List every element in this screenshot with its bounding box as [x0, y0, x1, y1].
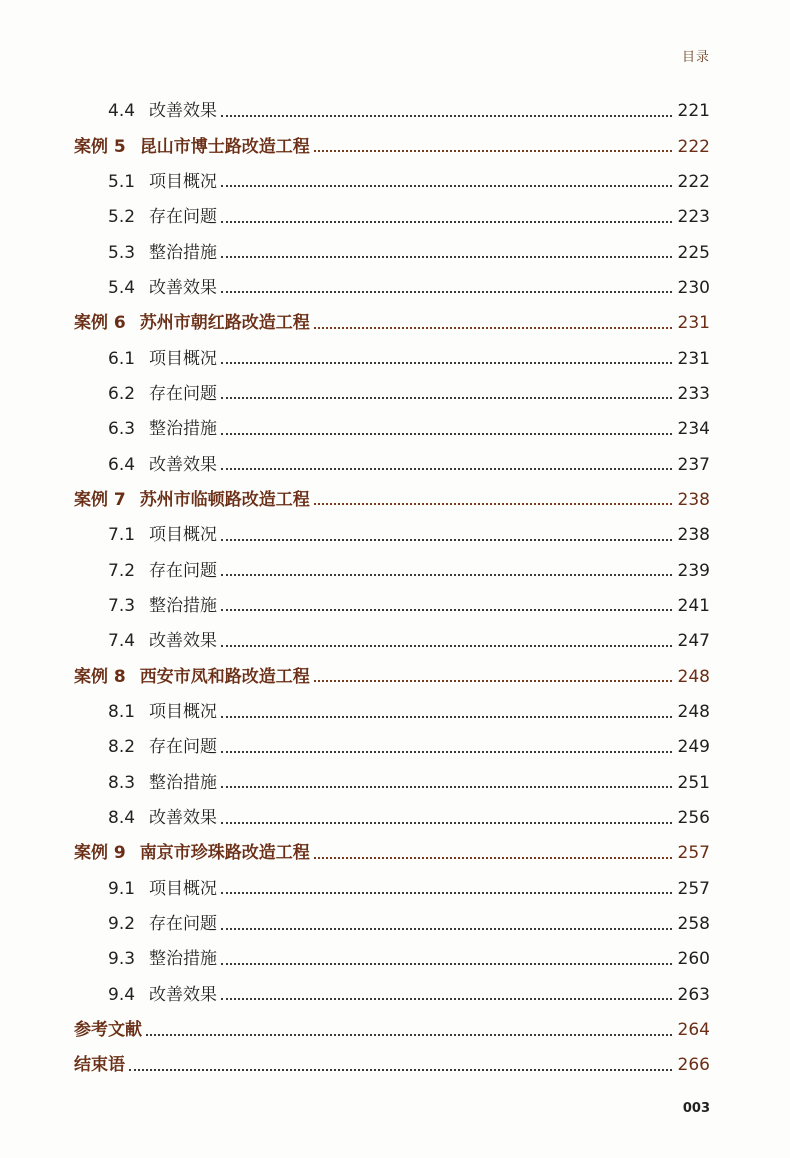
toc-entry-page-number: 231	[677, 348, 710, 369]
dot-leader	[314, 327, 672, 329]
dot-leader	[314, 857, 672, 859]
toc-subsection-entry[interactable]	[74, 978, 710, 1013]
dot-leader	[221, 998, 672, 1000]
toc-entry-title: 改善效果	[149, 101, 218, 122]
toc-entry-number: 6.4	[108, 454, 136, 475]
toc-entry-title: 参考文献	[74, 1020, 142, 1041]
toc-case-entry[interactable]	[74, 660, 710, 695]
toc-entry-number: 7.4	[108, 631, 136, 652]
toc-entry-number: 6.1	[108, 348, 136, 369]
dot-leader	[221, 468, 672, 470]
toc-entry-title: 项目概况	[149, 878, 218, 899]
dot-leader	[221, 574, 672, 576]
dot-leader	[221, 822, 672, 824]
toc-subsection-entry[interactable]	[74, 872, 710, 907]
dot-leader	[221, 115, 672, 117]
toc-entry-number: 6.2	[108, 383, 136, 404]
toc-entry-page-number: 248	[677, 702, 710, 723]
toc-entry-title: 项目概况	[149, 348, 218, 369]
toc-subsection-entry[interactable]	[74, 271, 710, 306]
toc-entry-title: 改善效果	[149, 808, 218, 829]
toc-subsection-entry[interactable]	[74, 695, 710, 730]
toc-entry-page-number: 237	[677, 454, 710, 475]
running-header-title: 目录	[681, 50, 710, 65]
toc-entry-page-number: 241	[677, 595, 710, 616]
toc-entry-page-number: 247	[677, 631, 710, 652]
table-of-contents	[74, 94, 710, 1084]
toc-entry-number: 5.4	[108, 277, 136, 298]
toc-entry-page-number: 248	[677, 666, 710, 687]
dot-leader	[221, 892, 672, 894]
toc-entry-page-number: 263	[677, 984, 710, 1005]
toc-entry-page-number: 221	[677, 101, 710, 122]
toc-entry-number: 7.3	[108, 595, 136, 616]
toc-entry-page-number: 264	[677, 1020, 710, 1041]
toc-subsection-entry[interactable]	[74, 165, 710, 200]
dot-leader	[314, 503, 672, 505]
toc-back-matter-entry[interactable]	[74, 1048, 710, 1083]
toc-subsection-entry[interactable]	[74, 412, 710, 447]
toc-entry-page-number: 266	[677, 1055, 710, 1076]
toc-entry-title: 存在问题	[149, 207, 218, 228]
toc-entry-number: 5.3	[108, 242, 136, 263]
dot-leader	[146, 1034, 672, 1036]
toc-entry-number: 9.4	[108, 984, 136, 1005]
toc-case-entry[interactable]	[74, 483, 710, 518]
toc-entry-number: 8.2	[108, 737, 136, 758]
toc-entry-title: 南京市珍珠路改造工程	[139, 843, 310, 864]
toc-entry-title: 改善效果	[149, 454, 218, 475]
toc-entry-page-number: 222	[677, 171, 710, 192]
dot-leader	[221, 716, 672, 718]
dot-leader	[221, 291, 672, 293]
toc-entry-page-number: 256	[677, 808, 710, 829]
dot-leader	[221, 221, 672, 223]
toc-entry-title: 存在问题	[149, 560, 218, 581]
dot-leader	[314, 150, 672, 152]
toc-entry-title: 项目概况	[149, 702, 218, 723]
toc-case-entry[interactable]	[74, 306, 710, 341]
toc-entry-number: 6.3	[108, 419, 136, 440]
toc-entry-number: 5.1	[108, 171, 136, 192]
toc-subsection-entry[interactable]	[74, 553, 710, 588]
toc-entry-title: 整治措施	[149, 419, 218, 440]
toc-entry-title: 改善效果	[149, 631, 218, 652]
toc-entry-page-number: 257	[677, 843, 710, 864]
toc-case-entry[interactable]	[74, 836, 710, 871]
toc-entry-number: 案例 6	[74, 313, 126, 334]
dot-leader	[221, 362, 672, 364]
toc-entry-number: 7.1	[108, 525, 136, 546]
toc-subsection-entry[interactable]	[74, 730, 710, 765]
dot-leader	[314, 680, 672, 682]
dot-leader	[221, 963, 672, 965]
toc-entry-page-number: 225	[677, 242, 710, 263]
toc-entry-title: 整治措施	[149, 242, 218, 263]
toc-entry-page-number: 230	[677, 277, 710, 298]
toc-subsection-entry[interactable]	[74, 624, 710, 659]
toc-case-entry[interactable]	[74, 129, 710, 164]
toc-entry-page-number: 260	[677, 949, 710, 970]
toc-entry-title: 项目概况	[149, 171, 218, 192]
dot-leader	[221, 645, 672, 647]
toc-entry-page-number: 251	[677, 772, 710, 793]
dot-leader	[221, 751, 672, 753]
toc-entry-page-number: 249	[677, 737, 710, 758]
toc-entry-number: 案例 9	[74, 843, 126, 864]
toc-entry-title: 存在问题	[149, 737, 218, 758]
toc-subsection-entry[interactable]	[74, 341, 710, 376]
toc-subsection-entry[interactable]	[74, 235, 710, 270]
toc-subsection-entry[interactable]	[74, 589, 710, 624]
dot-leader	[221, 609, 672, 611]
toc-entry-number: 8.1	[108, 702, 136, 723]
toc-entry-title: 项目概况	[149, 525, 218, 546]
dot-leader	[221, 433, 672, 435]
toc-entry-number: 9.1	[108, 878, 136, 899]
toc-subsection-entry[interactable]	[74, 447, 710, 482]
toc-entry-number: 7.2	[108, 560, 136, 581]
toc-subsection-entry[interactable]	[74, 907, 710, 942]
toc-entry-title: 结束语	[74, 1055, 125, 1076]
toc-entry-page-number: 233	[677, 383, 710, 404]
toc-entry-number: 案例 5	[74, 136, 126, 157]
dot-leader	[221, 185, 672, 187]
toc-entry-title: 整治措施	[149, 949, 218, 970]
toc-subsection-entry[interactable]	[74, 766, 710, 801]
toc-entry-number: 8.3	[108, 772, 136, 793]
toc-entry-title: 苏州市朝红路改造工程	[139, 313, 310, 334]
toc-entry-title: 整治措施	[149, 595, 218, 616]
toc-entry-page-number: 231	[677, 313, 710, 334]
toc-entry-number: 4.4	[108, 101, 136, 122]
toc-entry-page-number: 238	[677, 489, 710, 510]
dot-leader	[221, 928, 672, 930]
toc-subsection-entry[interactable]	[74, 942, 710, 977]
toc-entry-title: 改善效果	[149, 277, 218, 298]
toc-subsection-entry[interactable]	[74, 377, 710, 412]
toc-subsection-entry[interactable]	[74, 518, 710, 553]
dot-leader	[221, 397, 672, 399]
toc-entry-number: 9.3	[108, 949, 136, 970]
toc-entry-page-number: 258	[677, 914, 710, 935]
toc-entry-title: 昆山市博士路改造工程	[139, 136, 310, 157]
page-number: 003	[682, 1101, 710, 1116]
toc-entry-number: 案例 7	[74, 489, 126, 510]
toc-entry-number: 5.2	[108, 207, 136, 228]
toc-back-matter-entry[interactable]	[74, 1013, 710, 1048]
dot-leader	[221, 539, 672, 541]
toc-entry-title: 整治措施	[149, 772, 218, 793]
toc-entry-page-number: 223	[677, 207, 710, 228]
toc-entry-title: 苏州市临顿路改造工程	[139, 489, 310, 510]
toc-entry-page-number: 257	[677, 878, 710, 899]
dot-leader	[129, 1069, 672, 1071]
toc-entry-title: 改善效果	[149, 984, 218, 1005]
toc-entry-number: 9.2	[108, 914, 136, 935]
dot-leader	[221, 256, 672, 258]
toc-entry-page-number: 238	[677, 525, 710, 546]
dot-leader	[221, 786, 672, 788]
toc-subsection-entry[interactable]	[74, 200, 710, 235]
toc-entry-number: 案例 8	[74, 666, 126, 687]
toc-entry-number: 8.4	[108, 808, 136, 829]
toc-entry-page-number: 234	[677, 419, 710, 440]
toc-entry-title: 存在问题	[149, 383, 218, 404]
toc-entry-title: 存在问题	[149, 914, 218, 935]
toc-entry-page-number: 222	[677, 136, 710, 157]
toc-subsection-entry[interactable]	[74, 94, 710, 129]
toc-subsection-entry[interactable]	[74, 801, 710, 836]
toc-entry-title: 西安市凤和路改造工程	[139, 666, 310, 687]
toc-entry-page-number: 239	[677, 560, 710, 581]
